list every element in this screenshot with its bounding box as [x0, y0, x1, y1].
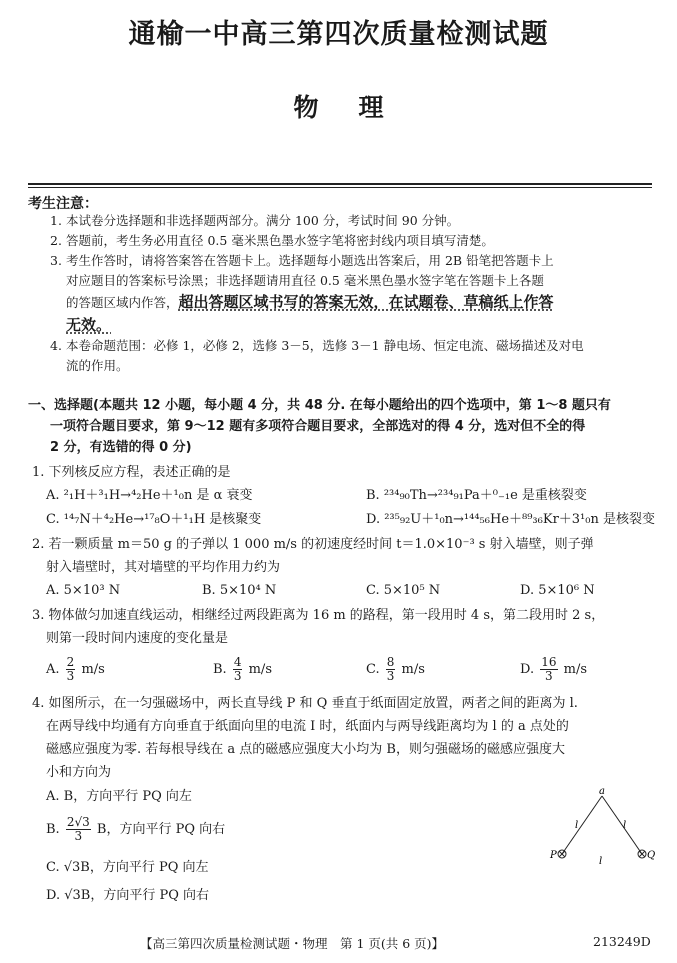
- option-label: B.: [46, 822, 60, 837]
- section-heading: [28, 395, 652, 458]
- denominator: 3: [386, 669, 395, 683]
- line-a-p: [562, 796, 602, 854]
- notice-heading: 考生注意：: [28, 196, 98, 212]
- denominator: 3: [233, 669, 242, 683]
- question-stem: 射入墙壁时，其对墙壁的平均作用力约为: [46, 560, 281, 575]
- option-label: C.: [366, 662, 380, 677]
- q3-option-d: [520, 656, 587, 683]
- notice-number: 1.: [50, 213, 62, 228]
- q1-option-d: D. ²³⁵₉₂U＋¹₀n→¹⁴⁴₅₆He＋⁸⁹₃₆Kr＋3¹₀n 是核裂变: [366, 512, 655, 527]
- label-l-right: l: [623, 820, 627, 831]
- notice-text: 答题前，考生务必用直径 0.5 毫米黑色墨水签字笔将密封线内项目填写清楚。: [66, 233, 494, 248]
- denominator: 3: [74, 829, 83, 843]
- q2-option-a: A. 5×10³ N: [46, 583, 121, 598]
- fraction: [66, 816, 91, 843]
- unit: m/s: [401, 662, 425, 677]
- q4-option-d: D. √3B，方向平行 PQ 向右: [46, 888, 210, 903]
- exam-title: 通榆一中高三第四次质量检测试题: [128, 19, 549, 50]
- fraction: [386, 656, 396, 683]
- section-line: 2 分，有选错的得 0 分): [50, 440, 192, 455]
- notice-text: 本试卷分选择题和非选择题两部分。满分 100 分，考试时间 90 分钟。: [66, 213, 460, 228]
- notice-text: 流的作用。: [66, 358, 129, 373]
- label-p: P: [550, 850, 557, 861]
- fraction: [540, 656, 557, 683]
- notice-text: 考生作答时，请将答案答在答题卡上。选择题每小题选出答案后，用 2B 铅笔把答题卡上: [66, 253, 554, 268]
- q3-option-b: [213, 656, 272, 683]
- notice-item-1: [50, 211, 656, 231]
- magnetic-field-diagram: [548, 784, 658, 870]
- q3-option-a: [46, 656, 105, 683]
- notice-emphasis: 超出答题区域书写的答案无效，在试题卷、草稿纸上作答: [178, 293, 554, 311]
- question-stem: 则第一段时间内速度的变化量是: [46, 631, 229, 646]
- question-2: [32, 533, 657, 579]
- exam-code: 213249D: [593, 934, 651, 949]
- label-q: Q: [647, 850, 656, 861]
- notice-emphasis: 无效。: [66, 316, 112, 334]
- section-line: 一项符合题目要求，第 9～12 题有多项符合题目要求，全部选对的得 4 分，选对但不全的得: [50, 419, 586, 434]
- unit: m/s: [81, 662, 105, 677]
- q3-option-c: [366, 656, 425, 683]
- q2-option-b: B. 5×10⁴ N: [202, 583, 277, 598]
- question-stem: 1. 下列核反应方程，表述正确的是: [32, 465, 231, 480]
- question-stem: 小和方向为: [46, 765, 112, 780]
- divider-rule-thin: [28, 187, 652, 188]
- question-stem: 在两导线中均通有方向垂直于纸面向里的电流 I 时，纸面内与两导线距离均为 l 的 a 点处的: [46, 719, 569, 734]
- question-stem: 磁感应强度为零. 若每根导线在 a 点的磁感应强度大小均为 B，则匀强磁场的磁感应强度大: [46, 742, 565, 757]
- notice-text: 本卷命题范围：必修 1，必修 2，选修 3－5，选修 3－1 静电场、恒定电流、磁场描述及对电: [66, 338, 584, 353]
- numerator: 4: [233, 655, 242, 669]
- notice-item-4: [50, 336, 656, 376]
- unit: m/s: [563, 662, 588, 677]
- notice-text: 对应题目的答案标号涂黑；非选择题请用直径 0.5 毫米黑色墨水签字笔在答题卡上各题: [66, 273, 544, 288]
- question-stem: 3. 物体做匀加速直线运动，相继经过两段距离为 16 m 的路程，第一段用时 4 s，第二段用时 2 s，: [32, 608, 605, 623]
- label-a: a: [599, 786, 605, 797]
- denominator: 3: [66, 669, 75, 683]
- question-stem: 2. 若一颗质量 m＝50 g 的子弹以 1 000 m/s 的初速度经时间 t＝1.0×10⁻³ s 射入墙壁，则子弹: [32, 537, 594, 552]
- fraction: [233, 656, 243, 683]
- q2-option-c: C. 5×10⁵ N: [366, 583, 441, 598]
- option-label: D.: [520, 662, 535, 677]
- line-a-q: [602, 796, 642, 854]
- denominator: 3: [545, 669, 553, 683]
- numerator: 2√3: [66, 815, 90, 829]
- notice-text: 的答题区域内作答，: [66, 295, 179, 310]
- question-1: [32, 461, 657, 484]
- label-l-left: l: [575, 820, 579, 831]
- q1-option-b: B. ²³⁴₉₀Th→²³⁴₉₁Pa＋⁰₋₁e 是重核裂变: [366, 488, 587, 503]
- q4-option-b: [46, 816, 225, 843]
- question-3: [32, 604, 657, 650]
- page-footer: 【高三第四次质量检测试题・物理 第 1 页(共 6 页)】: [140, 936, 445, 951]
- q2-option-d: D. 5×10⁶ N: [520, 583, 595, 598]
- q4-option-a: A. B，方向平行 PQ 向左: [46, 789, 192, 804]
- question-4: [32, 692, 657, 784]
- notice-item-2: [50, 231, 656, 251]
- q1-option-a: A. ²₁H＋³₁H→⁴₂He＋¹₀n 是 α 衰变: [46, 488, 253, 503]
- question-stem: 4. 如图所示，在一匀强磁场中，两长直导线 P 和 Q 垂直于纸面固定放置，两者之间的距离为 l.: [32, 696, 578, 711]
- option-label: A.: [46, 662, 60, 677]
- notice-number: 4.: [50, 338, 62, 353]
- q4-option-c: C. √3B，方向平行 PQ 向左: [46, 860, 209, 875]
- numerator: 2: [66, 655, 75, 669]
- q1-option-c: C. ¹⁴₇N＋⁴₂He→¹⁷₈O＋¹₁H 是核聚变: [46, 512, 262, 527]
- subject-title: 物理: [293, 93, 424, 122]
- unit: m/s: [248, 662, 272, 677]
- option-text: B，方向平行 PQ 向右: [96, 822, 226, 837]
- notice-item-3: [50, 251, 656, 336]
- option-label: B.: [213, 662, 227, 677]
- notice-number: 3.: [50, 253, 62, 268]
- numerator: 8: [386, 655, 395, 669]
- section-line: 一、选择题(本题共 12 小题，每小题 4 分，共 48 分. 在每小题给出的四个选项中，第 1～8 题只有: [28, 398, 611, 413]
- numerator: 16: [541, 655, 557, 669]
- divider-rule: [28, 183, 652, 185]
- label-l-bottom: l: [599, 856, 603, 867]
- notice-number: 2.: [50, 233, 62, 248]
- fraction: [66, 656, 76, 683]
